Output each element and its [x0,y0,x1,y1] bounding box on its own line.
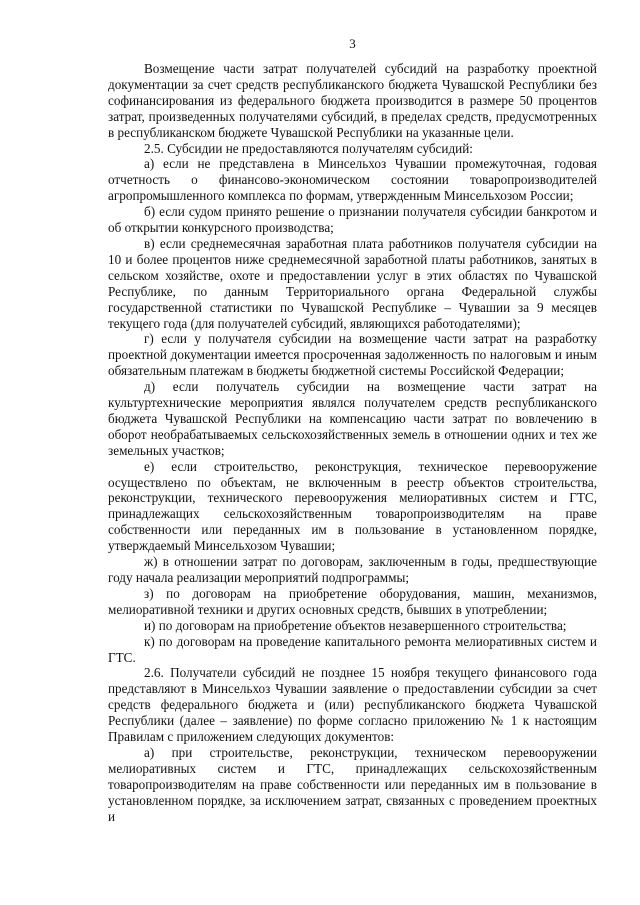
paragraph-2-5-b: б) если судом принято решение о признании получателя субсидии банкротом и об открытии конкурсного производства; [108,204,597,236]
paragraph-2-5-heading: 2.5. Субсидии не предоставляются получателям субсидий: [144,140,473,156]
paragraph-2-5-zh: ж) в отношении затрат по договорам, заключенным в годы, предшествующие году начала реализации мероприятий подпрограммы; [108,554,597,585]
paragraph-2-5-i: и) по договорам на приобретение объектов незавершенного строительства; [144,617,567,633]
page-number: 3 [349,36,356,51]
paragraph-2-5-d: д) если получатель субсидии на возмещение части затрат на культуртехнические мероприятия являлся получателем средств республиканского бюджета Чувашской Республики на компенсацию части затрат по вовлечению в оборот необрабатываемых сельскохозяйственных земель в отношении одних и тех же земельных участков; [108,379,597,458]
paragraph-2-5-g: г) если у получателя субсидии на возмещение части затрат на разработку проектной документации имеется просроченная задолженность по налоговым и иным обязательным платежам в бюджеты бюджетной системы Российской Федерации; [108,331,597,379]
paragraph-2-5-k: к) по договорам на проведение капитального ремонта мелиоративных систем и ГТС. [108,633,597,665]
paragraph-2-6-a: а) при строительстве, реконструкции, техническом перевооружении мелиоративных систем и ГТС, принадлежащих сельскохозяйственным товаропроизводителям на праве собственности или переданных им в пользование в установленном порядке, за исключением затрат, связанных с проведением проектных и [108,744,597,824]
paragraph-2-5-v: в) если среднемесячная заработная плата работников получателя субсидии на 10 и более процентов ниже среднемесячной заработной платы работников, занятых в сельском хозяйстве, охоте и предоставлении услуг в этих областях по Чувашской Республике, по данным Территориального органа Федеральной службы государственной статистики по Чувашской Республике – Чувашии за 9 месяцев текущего года (для получателей субсидий, являющихся работодателями); [108,235,597,331]
paragraph-2-5-z: з) по договорам на приобретение оборудования, машин, механизмов, мелиоративной техники и других основных средств, бывших в употреблении; [108,585,597,617]
paragraph-2-6: 2.6. Получатели субсидий не позднее 15 ноября текущего финансового года представляют в Минсельхоз Чувашии заявление о предоставлении субсидии за счет средств федерального бюджета и (или) республиканского бюджета Чувашской Республики (далее – заявление) по форме согласно приложению № 1 к настоящим Правилам с приложением следующих документов: [108,665,597,745]
paragraph-2-5-a: а) если не представлена в Минсельхоз Чувашии промежуточная, годовая отчетность о финансово-экономическом состоянии товаропроизводителей агропромышленного комплекса по формам, утвержденным Минсельхозом России; [108,156,597,204]
paragraph-reimbursement-design-docs: Возмещение части затрат получателей субсидий на разработку проектной документации за счет средств республиканского бюджета Чувашской Республики без софинансирования из федерального бюджета производится в размере 50 процентов затрат, произведенных получателями субсидий, в пределах средств, предусмотренных в республиканском бюджете Чувашской Республики на указанные цели. [108,61,597,140]
document-body [108,61,597,825]
paragraph-2-5-e: е) если строительство, реконструкция, техническое перевооружение осуществлено по объектам, не включенным в реестр объектов строительства, реконструкции, технического перевооружения мелиоративных систем и ГТС, принадлежащих сельскохозяйственным товаропроизводителям на праве собственности или переданных им в пользование в установленном порядке, утверждаемый Минсельхозом Чувашии; [108,458,597,554]
